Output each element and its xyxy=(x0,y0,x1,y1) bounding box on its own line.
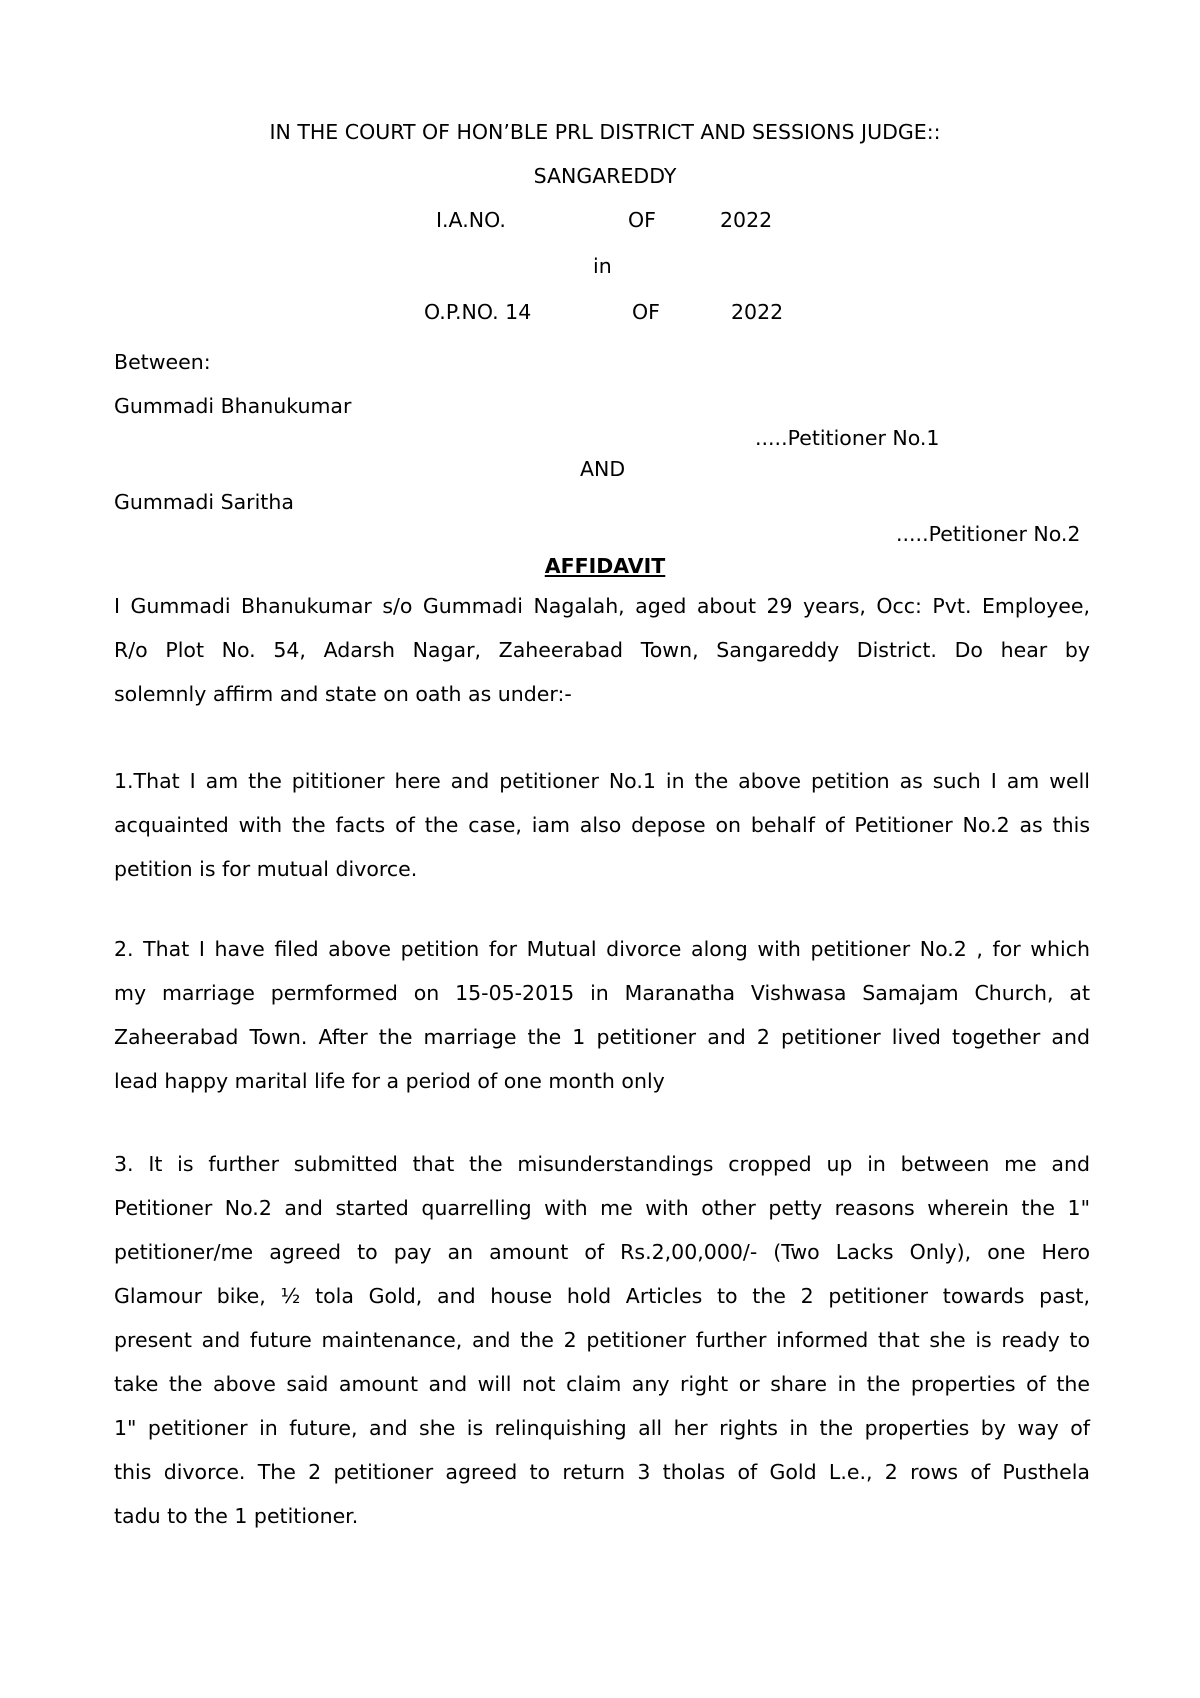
paragraph-line: petitioner/me agreed to pay an amount of Rs.2,00,000/- (Two Lacks Only), one Hero xyxy=(114,1240,1090,1264)
petitioner2-name: Gummadi Saritha xyxy=(114,490,294,514)
paragraph-line: Zaheerabad Town. After the marriage the 1 petitioner and 2 petitioner lived together and xyxy=(114,1025,1090,1049)
in-word: in xyxy=(593,254,612,278)
paragraph-1 xyxy=(114,759,1090,891)
op-year: 2022 xyxy=(731,300,784,324)
paragraph-3 xyxy=(114,1142,1090,1538)
and-word: AND xyxy=(580,457,626,481)
intro-line: solemnly affirm and state on oath as under:- xyxy=(114,682,572,706)
affidavit-title: AFFIDAVIT xyxy=(544,554,666,578)
paragraph-line: Glamour bike, ½ tola Gold, and house hold Articles to the 2 petitioner towards past, xyxy=(114,1284,1090,1308)
court-place: SANGAREDDY xyxy=(533,164,677,188)
intro-line: R/o Plot No. 54, Adarsh Nagar, Zaheerabad Town, Sangareddy District. Do hear by xyxy=(114,638,1090,662)
op-of-label: OF xyxy=(632,300,660,324)
paragraph-line: 2. That I have filed above petition for Mutual divorce along with petitioner No.2 , for which xyxy=(114,937,1090,961)
paragraph-line: petition is for mutual divorce. xyxy=(114,857,418,881)
paragraph-2 xyxy=(114,927,1090,1103)
ia-year: 2022 xyxy=(720,208,773,232)
intro-paragraph xyxy=(114,584,1090,716)
between-label: Between: xyxy=(114,350,211,374)
petitioner1-role: .....Petitioner No.1 xyxy=(755,426,940,450)
paragraph-line: Petitioner No.2 and started quarrelling with me with other petty reasons wherein the 1" xyxy=(114,1196,1090,1220)
paragraph-line: tadu to the 1 petitioner. xyxy=(114,1504,359,1528)
court-heading: IN THE COURT OF HON’BLE PRL DISTRICT AND SESSIONS JUDGE:: xyxy=(269,120,941,144)
paragraph-line: my marriage permformed on 15-05-2015 in Maranatha Vishwasa Samajam Church, at xyxy=(114,981,1090,1005)
paragraph-line: take the above said amount and will not claim any right or share in the properties of the xyxy=(114,1372,1090,1396)
ia-of-label: OF xyxy=(628,208,656,232)
op-number-label: O.P.NO. 14 xyxy=(424,300,532,324)
paragraph-line: this divorce. The 2 petitioner agreed to return 3 tholas of Gold L.e., 2 rows of Pusthela xyxy=(114,1460,1090,1484)
petitioner2-role: .....Petitioner No.2 xyxy=(896,522,1081,546)
paragraph-line: 3. It is further submitted that the misunderstandings cropped up in between me and xyxy=(114,1152,1090,1176)
petitioner1-name: Gummadi Bhanukumar xyxy=(114,394,352,418)
paragraph-line: 1.That I am the pititioner here and petitioner No.1 in the above petition as such I am well xyxy=(114,769,1090,793)
paragraph-line: 1" petitioner in future, and she is relinquishing all her rights in the properties by way of xyxy=(114,1416,1090,1440)
intro-line: I Gummadi Bhanukumar s/o Gummadi Nagalah, aged about 29 years, Occ: Pvt. Employee, xyxy=(114,594,1090,618)
paragraph-line: acquainted with the facts of the case, iam also depose on behalf of Petitioner No.2 as this xyxy=(114,813,1090,837)
ia-number-label: I.A.NO. xyxy=(436,208,506,232)
paragraph-line: present and future maintenance, and the 2 petitioner further informed that she is ready to xyxy=(114,1328,1090,1352)
paragraph-line: lead happy marital life for a period of one month only xyxy=(114,1069,665,1093)
